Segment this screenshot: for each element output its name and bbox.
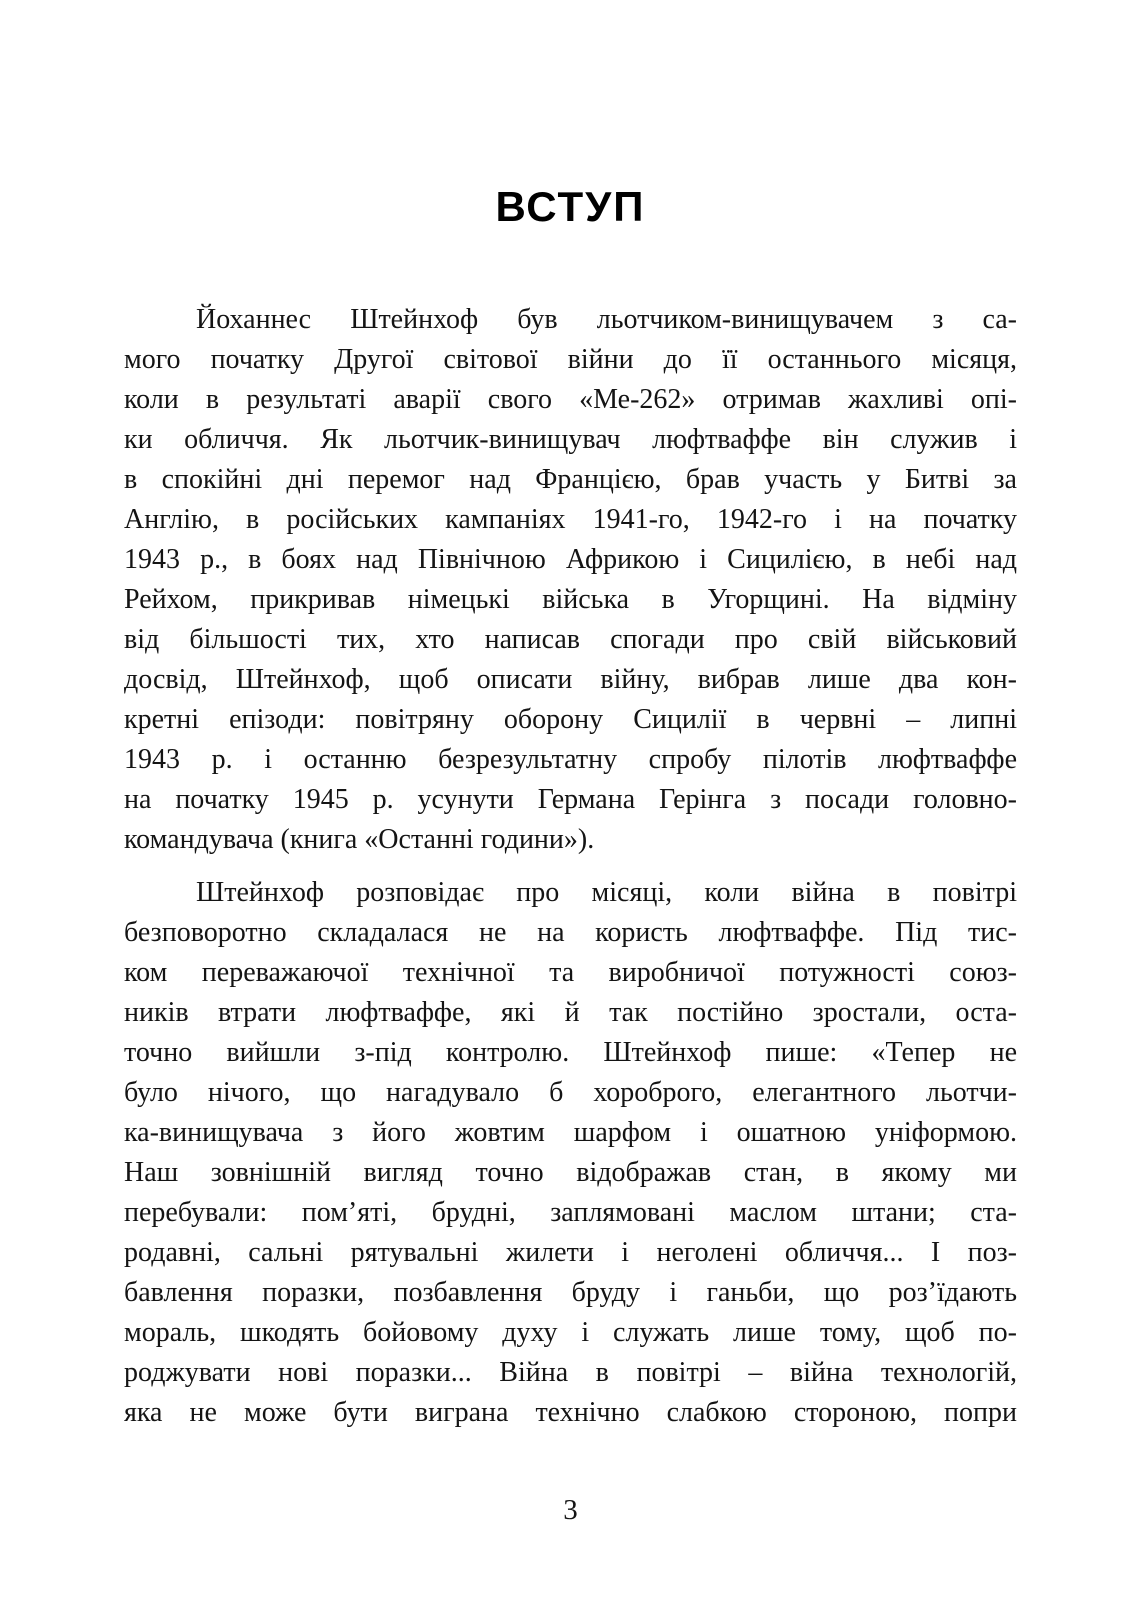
text-line: перебували: пом’яті, брудні, заплямовані маслом штани; ста- xyxy=(124,1197,1017,1228)
text-line: Штейнхоф розповідає про місяці, коли війна в повітрі xyxy=(196,877,1017,908)
text-line: ки обличчя. Як льотчик-винищувач люфтваффе він служив і xyxy=(124,424,1017,455)
text-line: було нічого, що нагадувало б хороброго, елегантного льотчи- xyxy=(124,1077,1017,1108)
text-line: досвід, Штейнхоф, щоб описати війну, вибрав лише два кон- xyxy=(124,664,1017,695)
page-number: 3 xyxy=(563,1494,578,1526)
text-line: ком переважаючої технічної та виробничої потужності союз- xyxy=(124,957,1017,988)
text-line: яка не може бути виграна технічно слабкою стороною, попри xyxy=(124,1397,1017,1428)
text-line: коли в результаті аварії свого «Ме-262» отримав жахливі опі- xyxy=(124,384,1017,415)
text-line: від більшості тих, хто написав спогади про свій військовий xyxy=(124,624,1017,655)
text-line: ка-винищувача з його жовтим шарфом і ошатною уніформою. xyxy=(124,1117,1017,1148)
text-line: точно вийшли з-під контролю. Штейнхоф пише: «Тепер не xyxy=(124,1037,1017,1068)
text-line: Наш зовнішній вигляд точно відображав стан, в якому ми xyxy=(124,1157,1017,1188)
text-line: родавні, сальні рятувальні жилети і неголені обличчя... І поз- xyxy=(124,1237,1017,1268)
text-line: командувача (книга «Останні години»). xyxy=(124,824,595,855)
paragraph-1 xyxy=(124,300,1017,860)
text-line: Йоханнес Штейнхоф був льотчиком-винищувачем з са- xyxy=(196,304,1017,335)
text-line: бавлення поразки, позбавлення бруду і ганьби, що роз’їдають xyxy=(124,1277,1017,1308)
text-line: безповоротно складалася не на користь люфтваффе. Під тис- xyxy=(124,917,1017,948)
text-line: мого початку Другої світової війни до її останнього місяця, xyxy=(124,344,1017,375)
text-line: мораль, шкодять бойовому духу і служать лише тому, щоб по- xyxy=(124,1317,1017,1348)
text-line: 1943 р., в боях над Північною Африкою і Сицилією, в небі над xyxy=(124,544,1017,575)
text-line: 1943 р. і останню безрезультатну спробу пілотів люфтваффе xyxy=(124,744,1017,775)
text-line: Англію, в російських кампаніях 1941-го, 1942-го і на початку xyxy=(124,504,1017,535)
text-line: роджувати нові поразки... Війна в повітрі – війна технологій, xyxy=(124,1357,1017,1388)
text-block xyxy=(124,300,1017,1433)
text-line: кретні епізоди: повітряну оборону Сицилії в червні – липні xyxy=(124,704,1017,735)
text-line: в спокійні дні перемог над Францією, брав участь у Битві за xyxy=(124,464,1017,495)
text-line: Рейхом, прикривав німецькі війська в Угорщині. На відміну xyxy=(124,584,1017,615)
text-line: на початку 1945 р. усунути Германа Герінга з посади головно- xyxy=(124,784,1017,815)
paragraph-2 xyxy=(124,873,1017,1433)
text-line: ників втрати люфтваффе, які й так постійно зростали, оста- xyxy=(124,997,1017,1028)
chapter-heading: ВСТУП xyxy=(495,183,646,230)
